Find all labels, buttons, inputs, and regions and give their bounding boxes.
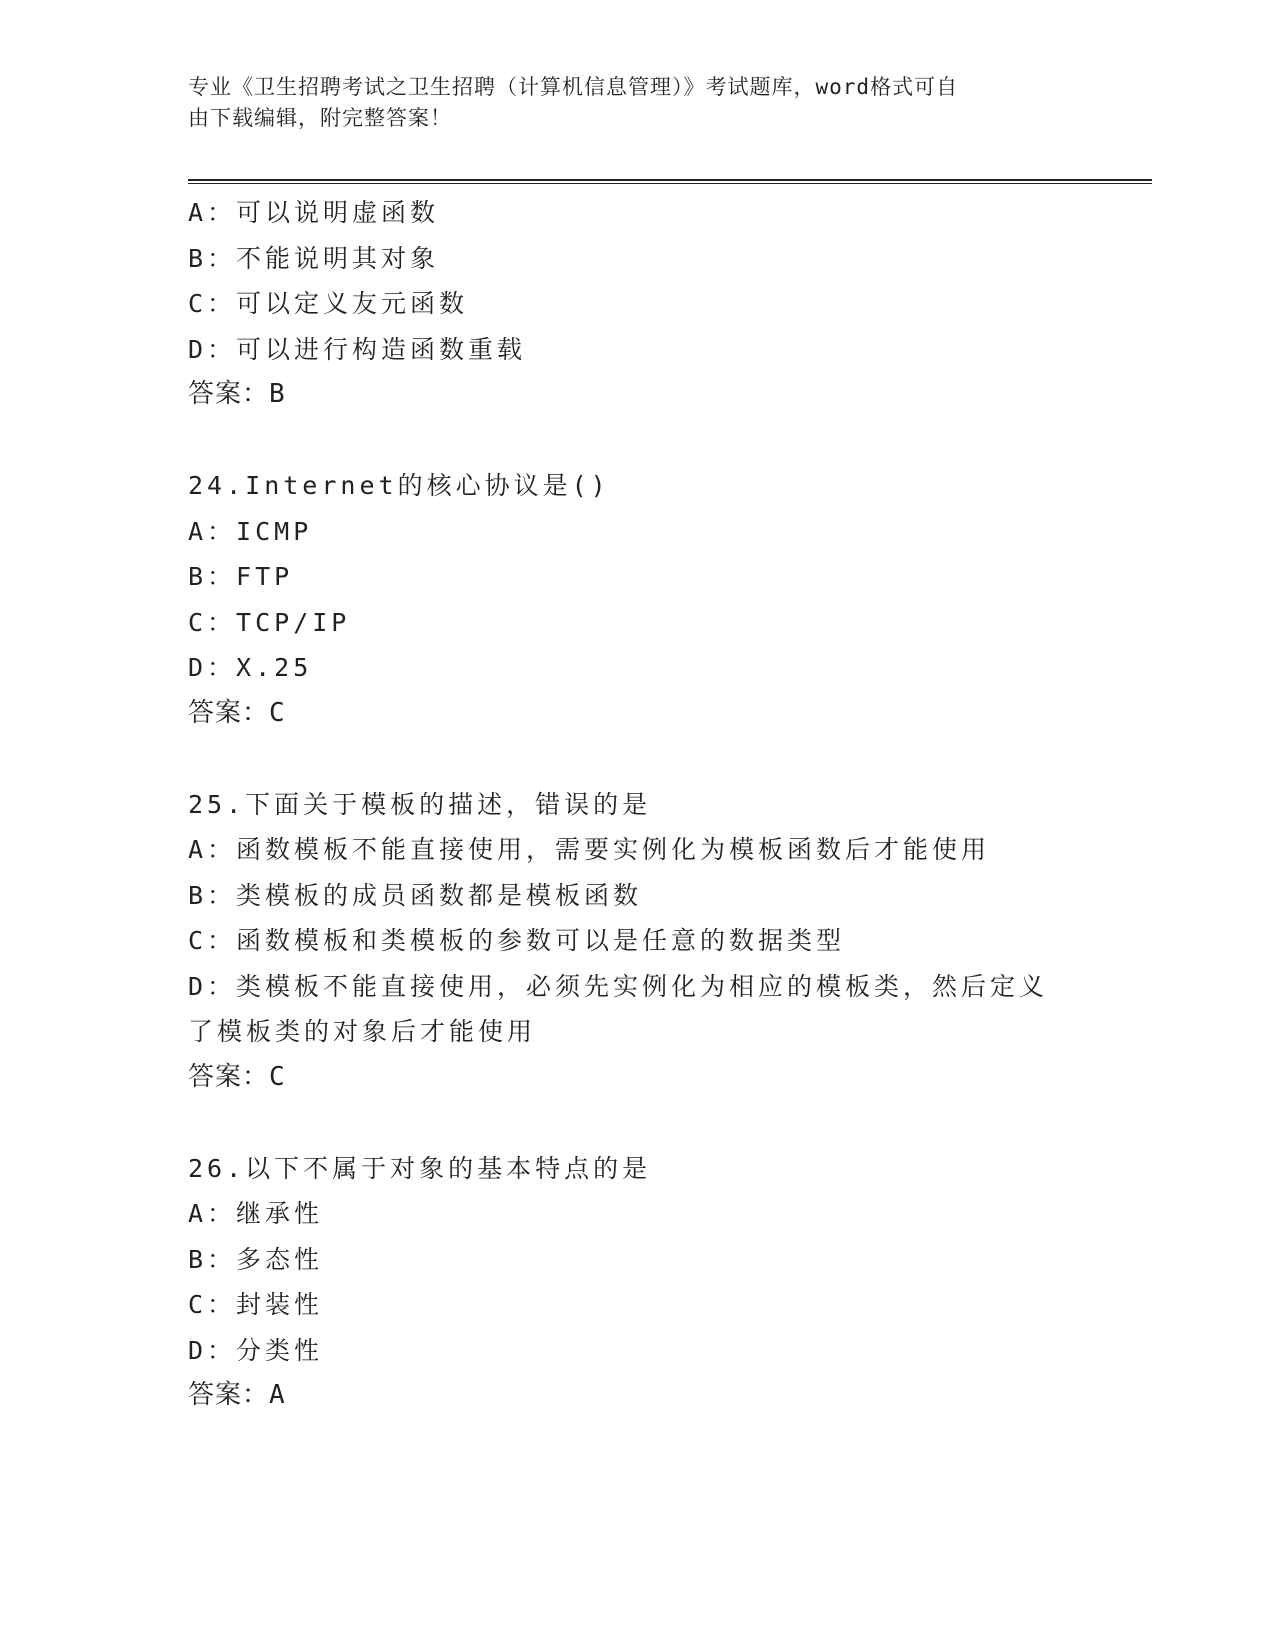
option-c: C：TCP/IP (188, 607, 351, 637)
option-d: D：类模板不能直接使用，必须先实例化为相应的模板类，然后定义了模板类的对象后才能使用 (188, 971, 1049, 1046)
option-a: A：ICMP (188, 516, 313, 546)
question-24 (188, 463, 1088, 736)
spacer (188, 418, 1088, 464)
question-text: 26.以下不属于对象的基本特点的是 (188, 1153, 652, 1183)
answer-line: 答案：B (188, 379, 286, 409)
option-a: A：继承性 (188, 1199, 324, 1228)
option-b: B：类模板的成员函数都是模板函数 (188, 880, 643, 910)
question-26 (188, 1146, 1088, 1419)
question-text: 25.下面关于模板的描述，错误的是 (188, 789, 652, 819)
answer-line: 答案：A (188, 1380, 286, 1410)
option-d: D：分类性 (188, 1335, 324, 1365)
header-line-1: 专业《卫生招聘考试之卫生招聘（计算机信息管理）》考试题库，word格式可自 (188, 75, 959, 99)
option-b: B：不能说明其对象 (188, 243, 440, 273)
spacer (188, 1100, 1088, 1146)
question-25 (188, 782, 1088, 1101)
document-header (188, 72, 1068, 134)
option-b: B：FTP (188, 562, 294, 591)
option-a: A：可以说明虚函数 (188, 198, 440, 227)
option-b: B：多态性 (188, 1244, 324, 1274)
answer-line: 答案：C (188, 697, 286, 728)
option-c: C：可以定义友元函数 (188, 289, 469, 318)
option-a: A：函数模板不能直接使用，需要实例化为模板函数后才能使用 (188, 835, 991, 864)
question-text: 24.Internet的核心协议是() (188, 471, 610, 500)
question-list (188, 190, 1088, 1419)
option-c: C：函数模板和类模板的参数可以是任意的数据类型 (188, 926, 846, 955)
answer-line: 答案：C (188, 1061, 286, 1092)
option-d: D：可以进行构造函数重载 (188, 334, 527, 364)
header-divider-thin (188, 183, 1152, 184)
header-divider (188, 179, 1152, 181)
option-c: C：封装性 (188, 1290, 324, 1319)
spacer (188, 736, 1088, 782)
option-d: D：X.25 (188, 653, 313, 682)
question-23 (188, 190, 1088, 418)
header-line-2: 由下载编辑，附完整答案！ (188, 106, 452, 130)
